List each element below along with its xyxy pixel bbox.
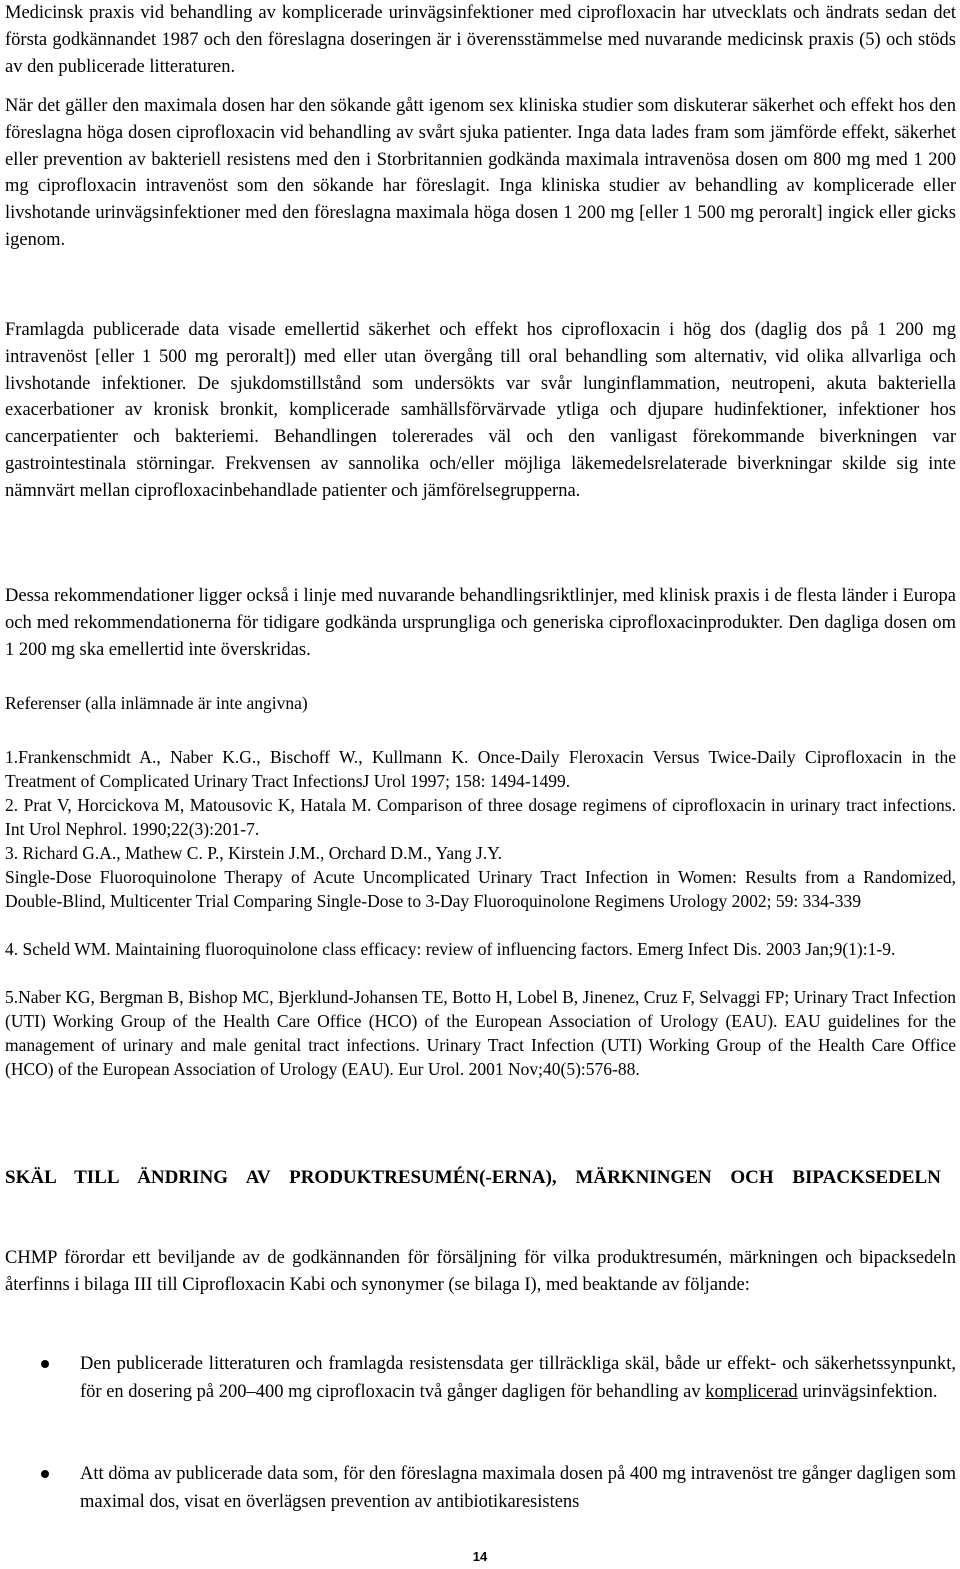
paragraph-medical-practice: Medicinsk praxis vid behandling av komplicerade urinvägsinfektioner med ciprofloxacin har utvecklats och ändrats sedan det första godkännandet 1987 och den föreslagna doseringen är i överensstämmelse med nuvarande medicinsk praxis (5) och stöds av den publicerade litteraturen.	[5, 3, 956, 77]
paragraph-published-data: Framlagda publicerade data visade emellertid säkerhet och effekt hos ciprofloxacin i hög dos (daglig dos på 1 200 mg intravenöst [eller 1 500 mg peroralt]) med eller utan övergång till oral behandling som alternativ, vid olika allvarliga och livshotande infektioner. De sjukdomstillstånd som undersökts var svår lunginflammation, neutropeni, akuta bakteriella exacerbationer av kronisk bronkit, komplicerade samhällsförvärvade ytliga och djupare hudinfektioner, infektioner hos cancerpatienter och bakteriemi. Behandlingen tolererades väl och den vanligast förekommande biverkningen var gastrointestinala störningar. Frekvensen av sannolika och/eller möjliga läkemedelsrelaterade biverkningar skilde sig inte nämnvärt mellan ciprofloxacinbehandlade patienter och jämförelsegrupperna.	[5, 320, 956, 501]
reference-5: 5.Naber KG, Bergman B, Bishop MC, Bjerklund-Johansen TE, Botto H, Lobel B, Jinenez, Cruz F, Selvaggi FP; Urinary Tract Infection (UTI) Working Group of the Health Care Office (HCO) of the European Association of Urology (EAU). EAU guidelines for the management of urinary and male genital tract infections. Urinary Tract Infection (UTI) Working Group of the Health Care Office (HCO) of the European Association of Urology (EAU). Eur Urol. 2001 Nov;40(5):576-88.	[5, 987, 956, 1079]
reference-4: 4. Scheld WM. Maintaining fluoroquinolone class efficacy: review of influencing factors. Emerg Infect Dis. 2003 Jan;9(1):1-9.	[5, 939, 896, 959]
paragraph-maximum-dose: När det gäller den maximala dosen har den sökande gått igenom sex kliniska studier som diskuterar säkerhet och effekt hos den föreslagna höga dosen ciprofloxacin vid behandling av svårt sjuka patienter. Inga data lades fram som jämförde effekt, säkerhet eller prevention av bakteriell resistens med den i Storbritannien godkända maximala intravenösa dosen om 800 mg med 1 200 mg ciprofloxacin intravenöst som den sökande har föreslagit. Inga kliniska studier av behandling av komplicerade eller livshotande urinvägsinfektioner med den föreslagna maximala höga dosen 1 200 mg [eller 1 500 mg peroralt] ingick eller gicks igenom.	[5, 96, 956, 250]
bullet-item-dosing	[5, 1350, 956, 1406]
bullet-item-resistance	[5, 1460, 956, 1516]
page-number: 14	[472, 1549, 488, 1564]
section-intro: CHMP förordar ett beviljande av de godkännanden för försäljning för vilka produktresumén, märkningen och bipacksedeln återfinns i bilaga III till Ciprofloxacin Kabi och synonymer (se bilaga I), med beaktande av följande:	[5, 1248, 956, 1295]
reference-1: 1.Frankenschmidt A., Naber K.G., Bischoff W., Kullmann K. Once-Daily Fleroxacin Versus Twice-Daily Ciprofloxacin in the Treatment of Complicated Urinary Tract InfectionsJ Urol 1997; 158: 1494-1499.	[5, 747, 956, 791]
paragraph-recommendations: Dessa rekommendationer ligger också i linje med nuvarande behandlingsriktlinjer, med klinisk praxis i de flesta länder i Europa och med rekommendationerna för tidigare godkända ursprungliga och generiska ciprofloxacinprodukter. Den dagliga dosen om 1 200 mg ska emellertid inte överskridas.	[5, 586, 956, 660]
bullet-text: Att döma av publicerade data som, för den föreslagna maximala dosen på 400 mg intravenöst tre gånger dagligen som maximal dos, visat en överlägsen prevention av antibiotikaresistens	[80, 1464, 956, 1512]
bullet-dot-icon	[41, 1470, 49, 1478]
bullet-dot-icon	[41, 1360, 49, 1368]
references-title: Referenser (alla inlämnade är inte angivna)	[5, 693, 308, 713]
bullet-text: Den publicerade litteraturen och framlagda resistensdata ger tillräckliga skäl, både ur effekt- och säkerhetssynpunkt, för en dosering på 200–400 mg ciprofloxacin två gånger dagligen för behandling av komplicerad urinvägsinfektion.	[80, 1354, 956, 1402]
underlined-term: komplicerad	[705, 1382, 798, 1402]
section-heading: SKÄL TILL ÄNDRING AV PRODUKTRESUMÉN(-ERNA), MÄRKNINGEN OCH BIPACKSEDELN	[5, 1167, 941, 1188]
reference-3-title: Single-Dose Fluoroquinolone Therapy of Acute Uncomplicated Urinary Tract Infection in Women: Results from a Randomized, Double-Blind, Multicenter Trial Comparing Single-Dose to 3-Day Fluoroquinolone Regimens Urology 2002; 59: 334-339	[5, 867, 956, 911]
reference-3-authors: 3. Richard G.A., Mathew C. P., Kirstein J.M., Orchard D.M., Yang J.Y.	[5, 843, 502, 863]
reference-2: 2. Prat V, Horcickova M, Matousovic K, Hatala M. Comparison of three dosage regimens of ciprofloxacin in urinary tract infections. Int Urol Nephrol. 1990;22(3):201-7.	[5, 795, 956, 839]
